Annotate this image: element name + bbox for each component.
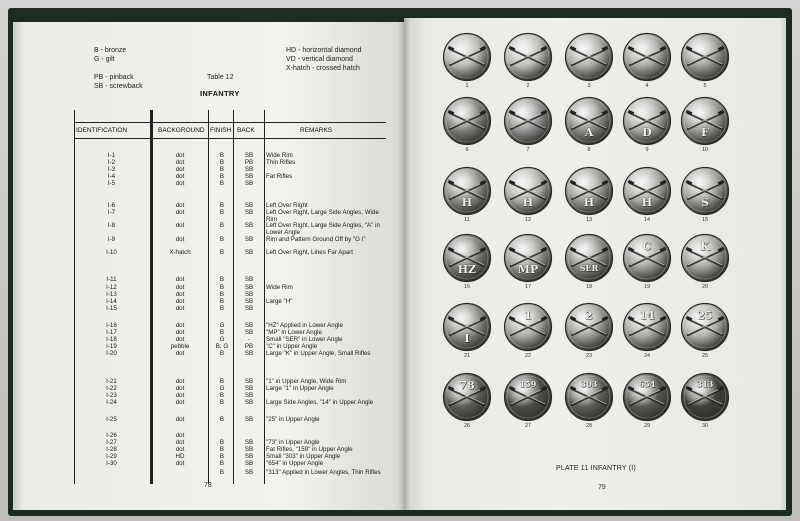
insignia-disc [503, 32, 553, 92]
table-cell-fin: B [219, 159, 225, 166]
table-cell-back: SB [244, 180, 254, 187]
table-cell-back: SB [244, 460, 254, 467]
table-cell-fin: B [219, 152, 225, 159]
insignia-disc [622, 372, 672, 432]
table-header-rule [74, 138, 386, 139]
table-cell-id: I-9 [107, 236, 116, 243]
table-cell-id: I-23 [106, 392, 117, 399]
table-cell-fin: B [219, 378, 225, 385]
table-cell-rem: Thin Rifles [266, 159, 296, 166]
insignia-number: 6 [465, 147, 469, 153]
table-cell-back: SB [244, 378, 254, 385]
table-cell-id: I-6 [107, 202, 116, 209]
insignia-disc [442, 372, 492, 432]
table-cell-id: I-27 [106, 439, 117, 446]
insignia-number: 10 [701, 147, 709, 153]
insignia-mark: HZ [457, 263, 477, 276]
crossed-rifles-icon [622, 32, 672, 82]
insignia-disc [622, 233, 672, 293]
table-cell-rem: Left Over Right, Large Side Angles, Wide Rim [266, 209, 379, 223]
table-cell-rem: Rim and Pattern Ground Off by "G I" [266, 236, 366, 243]
insignia-mark: H [641, 196, 653, 209]
table-cell-rem: "MP" in Lower Angle [266, 329, 322, 336]
insignia-disc [442, 302, 492, 362]
insignia-disc [442, 96, 492, 156]
table-col-rule [264, 110, 265, 484]
table-cell-back: SB [244, 392, 254, 399]
table-cell-bg: pebble [170, 343, 190, 350]
legend-right [286, 46, 361, 73]
crossed-rifles-icon [680, 32, 730, 82]
insignia-disc [680, 32, 730, 92]
insignia-mark: 1 [524, 309, 532, 322]
insignia-disc [503, 166, 553, 226]
table-cell-back: SB [244, 385, 254, 392]
table-title: INFANTRY [200, 89, 240, 98]
table-cell-bg: X-hatch [169, 249, 191, 256]
table-cell-id: I-19 [106, 343, 117, 350]
table-cell-bg: dot [175, 222, 185, 229]
insignia-mark: 78 [459, 379, 475, 392]
insignia-disc [442, 233, 492, 293]
table-cell-bg: dot [175, 209, 185, 216]
left-page [22, 22, 404, 510]
table-cell-bg: dot [175, 416, 185, 423]
table-cell-rem: Fat Rifles [266, 173, 293, 180]
table-cell-bg: HD [175, 453, 185, 460]
table-cell-back: SB [244, 350, 254, 357]
table-cell-back: - [247, 336, 251, 343]
insignia-disc [564, 302, 614, 362]
insignia-mark: D [642, 126, 652, 139]
insignia-number: 22 [524, 353, 532, 359]
col-header-background: BACKGROUND [158, 127, 205, 134]
table-cell-back: SB [244, 152, 254, 159]
table-cell-fin: B [219, 173, 225, 180]
table-cell-id: I-16 [106, 322, 117, 329]
insignia-mark: H [583, 196, 595, 209]
table-cell-fin: B [219, 350, 225, 357]
insignia-number: 19 [643, 284, 651, 290]
insignia-mark: 25 [697, 309, 713, 322]
legend-spacer [94, 64, 143, 73]
table-cell-bg: dot [175, 446, 185, 453]
table-cell-bg: dot [175, 385, 185, 392]
crossed-rifles-icon [503, 96, 553, 146]
table-cell-rem: Left Over Right [266, 202, 308, 209]
insignia-disc [503, 233, 553, 293]
table-cell-fin: B [219, 222, 225, 229]
legend-crossed-hatch: X-hatch - crossed hatch [286, 65, 360, 72]
table-cell-bg: dot [175, 180, 185, 187]
col-header-back: BACK [237, 127, 255, 134]
insignia-mark: I [464, 332, 470, 345]
table-cell-id: I-20 [106, 350, 117, 357]
insignia-mark: A [584, 126, 594, 139]
table-cell-fin: B [219, 460, 225, 467]
table-cell-back: SB [244, 166, 254, 173]
insignia-number: 17 [524, 284, 532, 290]
insignia-number: 20 [701, 284, 709, 290]
insignia-disc [680, 302, 730, 362]
legend-pinback: PB - pinback [94, 74, 134, 81]
table-cell-rem: "HZ" Applied in Lower Angle [266, 322, 343, 329]
insignia-mark: K [700, 240, 710, 253]
insignia-disc [680, 372, 730, 432]
insignia-mark: 14 [639, 309, 655, 322]
table-cell-back: PB [244, 159, 254, 166]
insignia-number: 23 [585, 353, 593, 359]
table-cell-rem: "73" in Upper Angle [266, 439, 320, 446]
insignia-number: 28 [585, 423, 593, 429]
insignia-number: 18 [585, 284, 593, 290]
table-cell-id: I-28 [106, 446, 117, 453]
table-cell-back: SB [244, 416, 254, 423]
book-gutter [398, 18, 410, 510]
insignia-number: 24 [643, 353, 651, 359]
insignia-number: 21 [463, 353, 471, 359]
table-cell-rem: Left Over Right, Large Side Angles, "A" in Lower Angle [266, 222, 380, 236]
table-cell-back: SB [244, 305, 254, 312]
table-cell-rem: Small "303" in Upper Angle [266, 453, 341, 460]
table-cell-bg: dot [175, 399, 185, 406]
table-cell-bg: dot [175, 173, 185, 180]
table-cell-back: SB [244, 284, 254, 291]
table-cell-bg: dot [175, 202, 185, 209]
legend-bronze: B - bronze [94, 47, 127, 54]
table-cell-bg: dot [175, 336, 185, 343]
table-cell-fin: B [219, 453, 225, 460]
right-page [404, 18, 780, 510]
table-cell-bg: dot [175, 329, 185, 336]
table-cell-id: I-29 [106, 453, 117, 460]
table-cell-back: SB [244, 291, 254, 298]
table-cell-rem: Wide Rim [266, 152, 293, 159]
insignia-mark: SER [579, 263, 599, 273]
insignia-disc [564, 32, 614, 92]
legend-screwback: SB - screwback [94, 83, 143, 90]
insignia-number: 15 [701, 217, 709, 223]
insignia-number: 25 [701, 353, 709, 359]
col-header-finish: FINISH [210, 127, 232, 134]
table-cell-back: SB [244, 276, 254, 283]
table-cell-fin: B [219, 209, 225, 216]
table-cell-id: I-11 [106, 276, 117, 283]
table-cell-fin: B [219, 298, 225, 305]
table-cell-id: I-4 [107, 173, 116, 180]
insignia-number: 2 [526, 83, 530, 89]
insignia-disc [503, 302, 553, 362]
table-cell-id: I-21 [106, 378, 117, 385]
table-cell-back: SB [244, 329, 254, 336]
insignia-number: 13 [585, 217, 593, 223]
crossed-rifles-icon [442, 96, 492, 146]
table-cell-bg: dot [175, 392, 185, 399]
insignia-disc [503, 372, 553, 432]
insignia-number: 29 [643, 423, 651, 429]
table-cell-bg: dot [175, 298, 185, 305]
table-cell-id: I-7 [107, 209, 116, 216]
table-cell-rem: "654" in Upper Angle [266, 460, 324, 467]
table-cell-fin: B [219, 276, 225, 283]
insignia-disc [564, 96, 614, 156]
table-cell-bg: dot [175, 276, 185, 283]
insignia-disc [442, 166, 492, 226]
table-cell-rem: Large Side Angles, "14" in Upper Angle [266, 399, 374, 406]
table-cell-rem: Large "1" in Upper Angle [266, 385, 334, 392]
insignia-number: 16 [463, 284, 471, 290]
table-cell-bg: dot [175, 378, 185, 385]
insignia-disc [680, 233, 730, 293]
table-cell-back: SB [244, 236, 254, 243]
insignia-number: 3 [587, 83, 591, 89]
insignia-mark: 313 [696, 379, 714, 389]
table-cell-rem: Large "K" in Upper Angle, Small Rifles [266, 350, 371, 357]
legend-horizontal-diamond: HD - horizontal diamond [286, 47, 362, 54]
table-cell-bg: dot [175, 166, 185, 173]
table-cell-rem: "313" Applied in Lower Angles, Thin Rifles [266, 469, 381, 476]
table-cell-id: I-2 [107, 159, 116, 166]
table-cell-id: I-13 [106, 291, 117, 298]
table-cell-fin: B [219, 284, 225, 291]
table-cell-fin: B [219, 180, 225, 187]
right-page-number: 79 [598, 484, 606, 491]
table-cell-back: SB [244, 173, 254, 180]
table-cell-bg: dot [175, 322, 185, 329]
table-cell-fin: G [219, 322, 225, 329]
table-cell-id: I-14 [106, 298, 117, 305]
table-cell-bg: dot [175, 291, 185, 298]
insignia-number: 26 [463, 423, 471, 429]
infantry-table [74, 108, 386, 488]
table-cell-back: SB [244, 322, 254, 329]
insignia-disc [622, 96, 672, 156]
table-cell-rem: Wide Rim [266, 284, 293, 291]
insignia-number: 14 [643, 217, 651, 223]
table-cell-id: I-12 [106, 284, 117, 291]
insignia-number: 11 [464, 217, 470, 223]
table-cell-fin: B [219, 305, 225, 312]
table-cell-id: I-8 [107, 222, 116, 229]
table-cell-back: SB [244, 202, 254, 209]
insignia-mark: 654 [638, 379, 656, 389]
table-cell-fin: G [219, 336, 225, 343]
insignia-number: 5 [703, 83, 707, 89]
table-top-rule [74, 122, 386, 123]
crossed-rifles-icon [564, 32, 614, 82]
left-page-number: 78 [204, 482, 212, 489]
table-cell-bg: dot [175, 159, 185, 166]
insignia-number: 8 [587, 147, 591, 153]
table-cell-id: I-26 [106, 432, 117, 439]
insignia-disc [503, 96, 553, 156]
insignia-number: 9 [645, 147, 649, 153]
table-cell-id: I-22 [106, 385, 117, 392]
insignia-disc [622, 302, 672, 362]
table-cell-bg: dot [175, 236, 185, 243]
table-cell-id: I-18 [106, 336, 117, 343]
table-cell-id: I-1 [107, 152, 116, 159]
table-cell-rem: Small "SER" in Lower Angle [266, 336, 343, 343]
insignia-number: 4 [645, 83, 649, 89]
table-cell-back: SB [244, 399, 254, 406]
insignia-disc [564, 166, 614, 226]
insignia-mark: H [461, 196, 473, 209]
table-col-rule [208, 110, 209, 484]
insignia-disc [622, 166, 672, 226]
insignia-mark: MP [517, 263, 539, 276]
insignia-disc [442, 32, 492, 92]
table-cell-fin: B [219, 329, 225, 336]
insignia-mark: C [642, 240, 652, 253]
insignia-disc [680, 96, 730, 156]
legend-left [94, 46, 143, 91]
insignia-mark: H [522, 196, 534, 209]
table-cell-fin: B [219, 392, 225, 399]
plate-caption: PLATE 11 INFANTRY (I) [556, 465, 636, 472]
table-cell-back: SB [244, 439, 254, 446]
insignia-mark: F [701, 126, 709, 139]
table-cell-back: SB [244, 469, 254, 476]
table-cell-bg: dot [175, 305, 185, 312]
insignia-number: 27 [524, 423, 532, 429]
table-cell-fin: B [219, 202, 225, 209]
insignia-disc [622, 32, 672, 92]
legend-vertical-diamond: VD - vertical diamond [286, 56, 353, 63]
table-cell-back: SB [244, 209, 254, 216]
table-cell-back: SB [244, 249, 254, 256]
insignia-disc [680, 166, 730, 226]
crossed-rifles-icon [564, 233, 614, 283]
table-cell-fin: B [219, 291, 225, 298]
insignia-mark: 159 [519, 379, 537, 389]
table-cell-fin: B, G [215, 343, 229, 350]
table-cell-fin: B [219, 469, 225, 476]
col-header-identification: IDENTIFICATION [76, 127, 128, 134]
crossed-rifles-icon [503, 32, 553, 82]
insignia-number: 30 [701, 423, 709, 429]
table-cell-fin: B [219, 166, 225, 173]
table-cell-back: PB [244, 343, 254, 350]
insignia-number: 7 [526, 147, 530, 153]
table-cell-bg: dot [175, 284, 185, 291]
insignia-mark: 303 [580, 379, 598, 389]
table-cell-bg: dot [175, 439, 185, 446]
table-cell-bg: dot [175, 152, 185, 159]
table-cell-fin: G [219, 385, 225, 392]
table-cell-fin: B [219, 416, 225, 423]
table-cell-fin: B [219, 439, 225, 446]
table-cell-bg: dot [175, 432, 185, 439]
table-cell-id: I-10 [106, 249, 117, 256]
table-cell-id: I-30 [106, 460, 117, 467]
table-cell-back: SB [244, 446, 254, 453]
table-cell-fin: B [219, 249, 225, 256]
table-cell-rem: "C" in Upper Angle [266, 343, 318, 350]
legend-gilt: G - gilt [94, 56, 115, 63]
table-cell-id: I-17 [106, 329, 117, 336]
table-cell-bg: dot [175, 460, 185, 467]
table-cell-back: SB [244, 298, 254, 305]
col-header-remarks: REMARKS [300, 127, 333, 134]
table-number: Table 12 [207, 74, 234, 81]
table-cell-rem: Large "H" [266, 298, 293, 305]
table-cell-id: I-15 [106, 305, 117, 312]
insignia-mark: 2 [585, 309, 593, 322]
table-cell-bg: dot [175, 350, 185, 357]
table-cell-rem: Left Over Right, Lines Far Apart [266, 249, 354, 256]
insignia-mark: S [701, 196, 709, 209]
table-cell-id: I-5 [107, 180, 116, 187]
table-cell-id: I-3 [107, 166, 116, 173]
table-cell-rem: Fat Rifles, "159" in Upper Angle [266, 446, 353, 453]
table-cell-fin: B [219, 446, 225, 453]
table-cell-id: I-24 [106, 399, 117, 406]
table-cell-fin: B [219, 399, 225, 406]
table-cell-id: I-25 [106, 416, 117, 423]
table-cell-back: SB [244, 222, 254, 229]
insignia-disc [564, 233, 614, 293]
insignia-disc [564, 372, 614, 432]
table-cell-rem: "25" in Upper Angle [266, 416, 320, 423]
insignia-number: 1 [465, 83, 469, 89]
table-cell-rem: "1" in Upper Angle, Wide Rim [266, 378, 347, 385]
crossed-rifles-icon [442, 32, 492, 82]
table-cell-fin: B [219, 236, 225, 243]
insignia-number: 12 [524, 217, 532, 223]
table-cell-back: SB [244, 453, 254, 460]
